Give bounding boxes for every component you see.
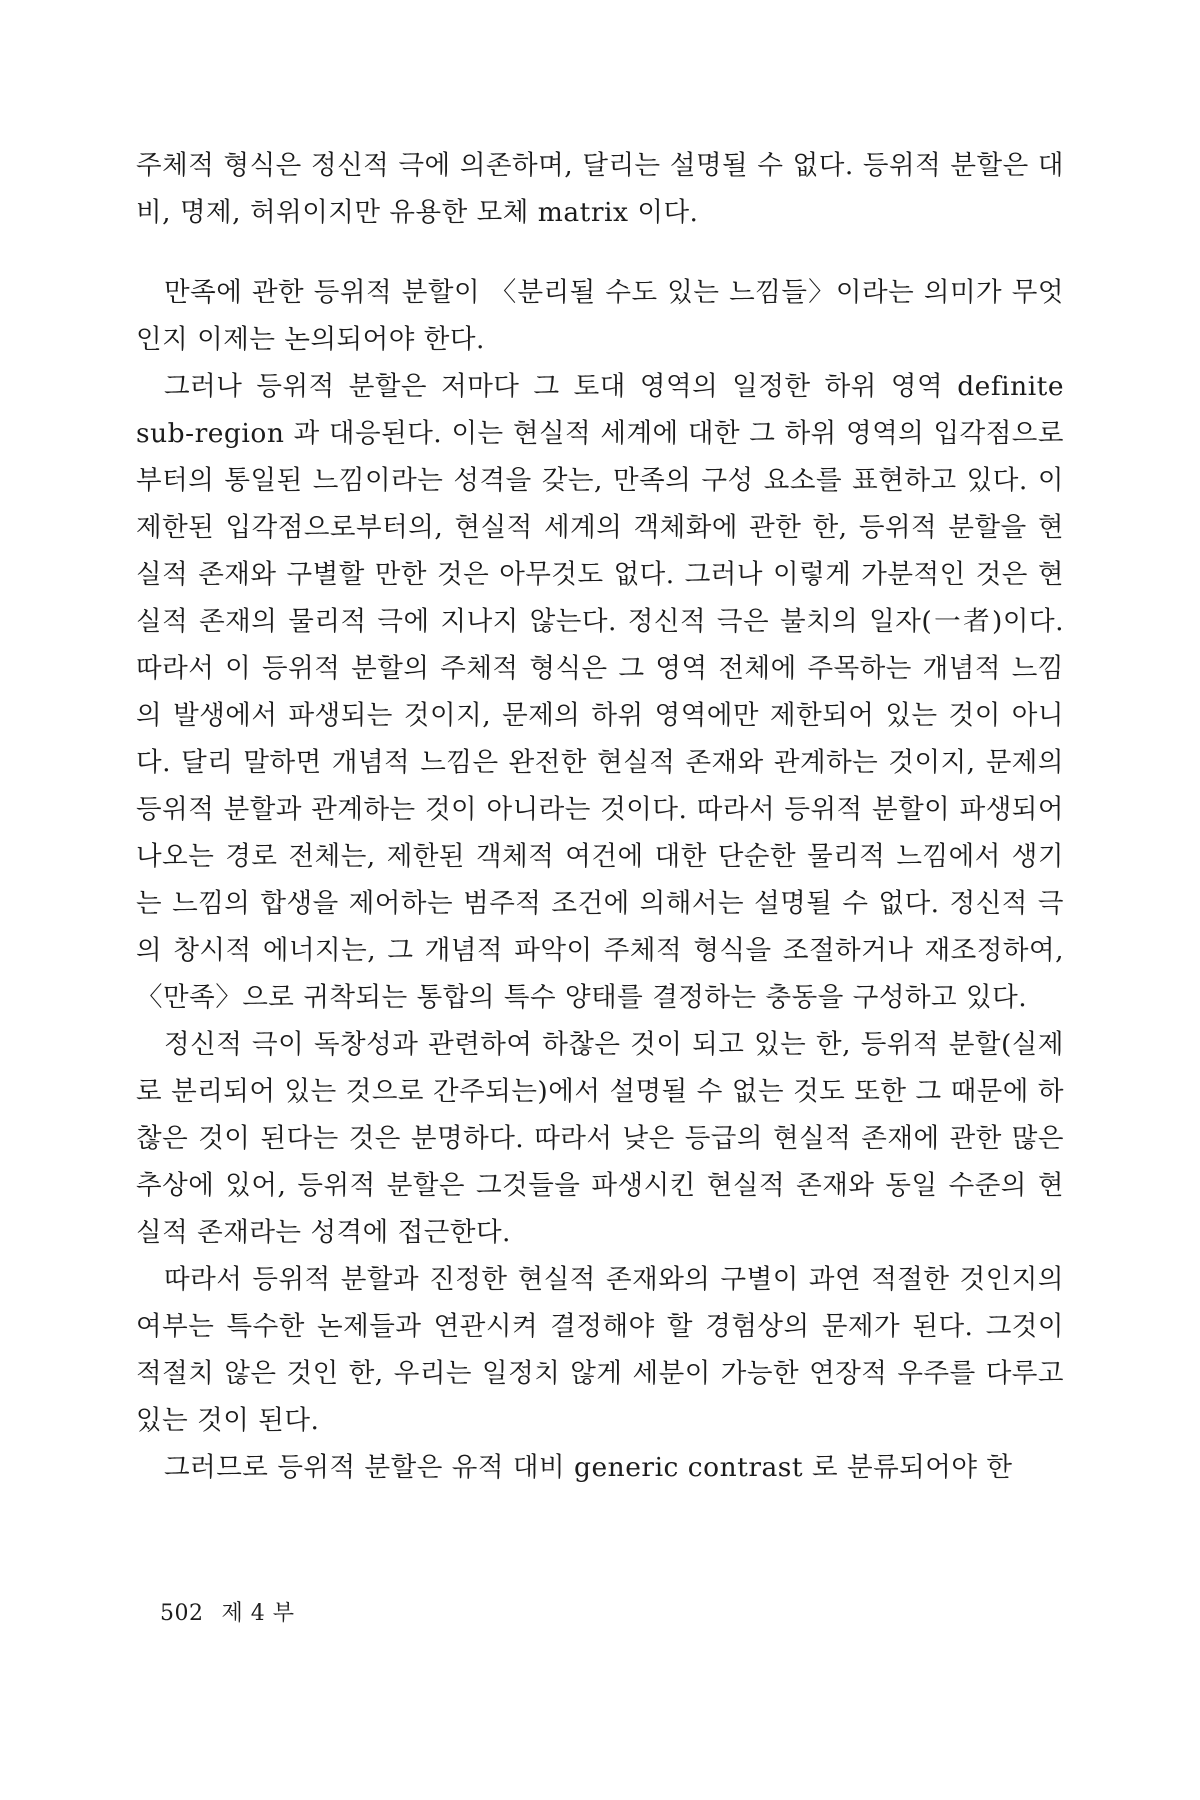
page-number: 502 [160, 1601, 204, 1626]
paragraph-3: 그러나 등위적 분할은 저마다 그 토대 영역의 일정한 하위 영역 definite sub-region 과 대응된다. 이는 현실적 세계에 대한 그 하위 영역의 입각점으로부터의 통일된 느낌이라는 성격을 갖는, 만족의 구성 요소를 표현하고 있다. 이 제한된 입각점으로부터의, 현실적 세계의 객체화에 관한 한, 등위적 분할을 현실적 존재와 구별할 만한 것은 아무것도 없다. 그러나 이렇게 가분적인 것은 현실적 존재의 물리적 극에 지나지 않는다. 정신적 극은 불치의 일자(一者)이다. 따라서 이 등위적 분할의 주체적 형식은 그 영역 전체에 주목하는 개념적 느낌의 발생에서 파생되는 것이지, 문제의 하위 영역에만 제한되어 있는 것이 아니다. 달리 말하면 개념적 느낌은 완전한 현실적 존재와 관계하는 것이지, 문제의 등위적 분할과 관계하는 것이 아니라는 것이다. 따라서 등위적 분할이 파생되어 나오는 경로 전체는, 제한된 객체적 여건에 대한 단순한 물리적 느낌에서 생기는 느낌의 합생을 제어하는 범주적 조건에 의해서는 설명될 수 없다. 정신적 극의 창시적 에너지는, 그 개념적 파악이 주체적 형식을 조절하거나 재조정하여, 〈만족〉으로 귀착되는 통합의 특수 양태를 결정하는 충동을 구성하고 있다. [136, 371, 1064, 1013]
body-text-main [136, 269, 1064, 1491]
body-text-top [136, 142, 1064, 236]
paragraph-5: 따라서 등위적 분할과 진정한 현실적 존재와의 구별이 과연 적절한 것인지의 여부는 특수한 논제들과 연관시켜 결정해야 할 경험상의 문제가 된다. 그것이 적절치 않은 것인 한, 우리는 일정치 않게 세분이 가능한 연장적 우주를 다루고 있는 것이 된다. [136, 1264, 1064, 1436]
paragraph-6: 그러므로 등위적 분할은 유적 대비 generic contrast 로 분류되어야 한 [164, 1452, 1013, 1483]
paragraph-2: 만족에 관한 등위적 분할이 〈분리될 수도 있는 느낌들〉이라는 의미가 무엇인지 이제는 논의되어야 한다. [136, 277, 1064, 355]
paragraph-4: 정신적 극이 독창성과 관련하여 하찮은 것이 되고 있는 한, 등위적 분할(실제로 분리되어 있는 것으로 간주되는)에서 설명될 수 없는 것도 또한 그 때문에 하찮은 것이 된다는 것은 분명하다. 따라서 낮은 등급의 현실적 존재에 관한 많은 추상에 있어, 등위적 분할은 그것들을 파생시킨 현실적 존재와 동일 수준의 현실적 존재라는 성격에 접근한다. [136, 1029, 1064, 1248]
page-footer [160, 1596, 313, 1627]
paragraph-1: 주체적 형식은 정신적 극에 의존하며, 달리는 설명될 수 없다. 등위적 분할은 대비, 명제, 허위이지만 유용한 모체 matrix 이다. [136, 150, 1064, 228]
part-label: 제 4 부 [221, 1601, 295, 1626]
